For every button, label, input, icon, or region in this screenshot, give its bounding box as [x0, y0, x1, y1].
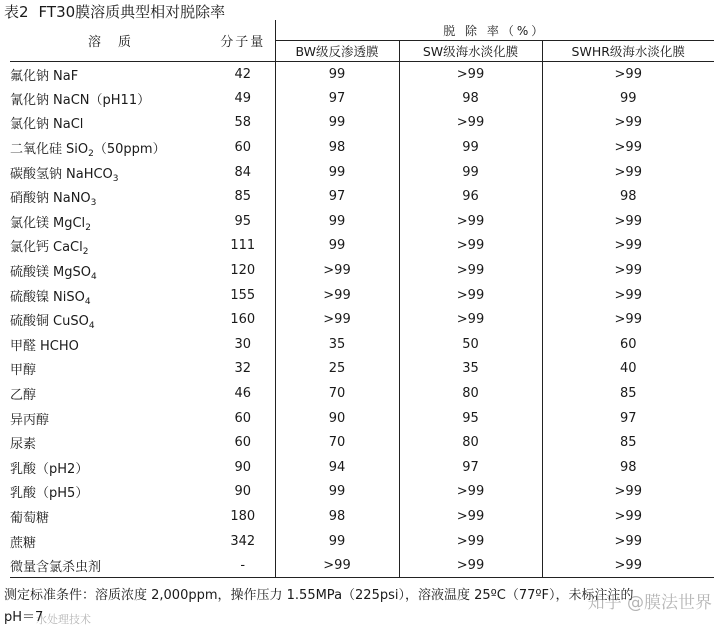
swhr-rejection-cell: >99 — [542, 160, 714, 185]
test-conditions-line-1: 测定标准条件：溶质浓度 2,000ppm，操作压力 1.55MPa（225psi），溶液温度 25ºC（77ºF），未标注注的 — [4, 588, 634, 603]
swhr-rejection-cell: >99 — [542, 529, 714, 554]
solute-name: 硫酸铜 — [10, 314, 50, 330]
bw-rejection-cell: 98 — [275, 135, 399, 160]
sw-rejection-cell: 80 — [399, 381, 542, 406]
solute-condition: （pH11） — [89, 92, 151, 108]
table-row — [10, 111, 714, 136]
table-row — [10, 455, 714, 480]
solute-name: 氟化钠 — [10, 68, 50, 84]
bw-rejection-cell: 99 — [275, 234, 399, 259]
sw-rejection-cell: >99 — [399, 529, 542, 554]
solute-name: 甲醇 — [10, 363, 37, 379]
molecular-weight-cell: 58 — [234, 115, 252, 131]
table-row — [10, 430, 714, 455]
swhr-rejection-cell: >99 — [542, 553, 714, 578]
bw-rejection-cell: 97 — [275, 86, 399, 111]
solute-name: 乳酸 — [10, 461, 37, 477]
molecular-weight-cell: 90 — [234, 459, 252, 475]
molecular-weight-cell: 155 — [230, 287, 256, 303]
solute-name: 乙醇 — [10, 388, 37, 404]
solute-formula: MgSO$_4$ — [53, 265, 97, 283]
solute-cell — [10, 332, 211, 357]
swhr-rejection-cell: >99 — [542, 307, 714, 332]
solute-formula: CuSO$_4$ — [53, 314, 95, 332]
solute-name: 硝酸钠 — [10, 191, 50, 207]
solute-cell — [10, 307, 211, 332]
sw-rejection-cell: 50 — [399, 332, 542, 357]
molecular-weight-cell: 342 — [230, 533, 256, 549]
solute-cell — [10, 86, 211, 111]
table-row — [10, 258, 714, 283]
solute-formula: NaF — [53, 68, 79, 84]
solute-name: 氯化钠 — [10, 117, 50, 133]
table-row — [10, 234, 714, 259]
table-row — [10, 332, 714, 357]
molecular-weight-cell: - — [211, 553, 275, 578]
bw-rejection-cell: 99 — [275, 529, 399, 554]
solute-condition: （50ppm） — [93, 142, 166, 158]
sw-rejection-cell: 98 — [399, 86, 542, 111]
solute-formula: NaCN — [53, 92, 90, 108]
watermark: 知乎 @膜法世界 — [587, 593, 712, 613]
table-row — [10, 160, 714, 185]
table-caption — [4, 2, 225, 22]
swhr-rejection-cell: >99 — [542, 480, 714, 505]
solute-cell — [10, 480, 211, 505]
header-molecular-weight: 分子量 — [220, 35, 266, 50]
table-row — [10, 406, 714, 431]
swhr-rejection-cell: >99 — [542, 209, 714, 234]
table-row — [10, 307, 714, 332]
bw-rejection-cell: 98 — [275, 504, 399, 529]
sw-rejection-cell: >99 — [399, 307, 542, 332]
table-row — [10, 135, 714, 160]
table-number: 表2 — [4, 3, 29, 21]
table-row — [10, 86, 714, 111]
sw-rejection-cell: 80 — [399, 430, 542, 455]
bw-rejection-cell: 90 — [275, 406, 399, 431]
molecular-weight-cell: 111 — [230, 238, 256, 254]
solute-name: 氯化钙 — [10, 240, 50, 256]
solute-formula: NaHCO$_3$ — [66, 166, 119, 184]
bw-rejection-cell: 70 — [275, 381, 399, 406]
solute-cell — [10, 258, 211, 283]
molecular-weight-cell: 180 — [230, 508, 256, 524]
swhr-rejection-cell: 85 — [542, 381, 714, 406]
solute-name: 异丙醇 — [10, 412, 50, 428]
solute-formula: SiO$_2$ — [66, 142, 94, 160]
solute-cell — [10, 209, 211, 234]
sw-rejection-cell: 99 — [399, 160, 542, 185]
bw-rejection-cell: 97 — [275, 184, 399, 209]
sw-rejection-cell: 35 — [399, 357, 542, 382]
sw-rejection-cell: 95 — [399, 406, 542, 431]
sw-rejection-cell: >99 — [399, 234, 542, 259]
solute-cell — [10, 111, 211, 136]
solute-formula: NaNO$_3$ — [53, 191, 97, 209]
solute-cell — [10, 160, 211, 185]
bw-rejection-cell: >99 — [275, 553, 399, 578]
molecular-weight-cell: 60 — [234, 435, 252, 451]
molecular-weight-cell: 49 — [234, 90, 252, 106]
bw-rejection-cell: >99 — [275, 258, 399, 283]
molecular-weight-cell: 60 — [234, 410, 252, 426]
solute-formula: NaCl — [53, 117, 84, 133]
sw-rejection-cell: 97 — [399, 455, 542, 480]
swhr-rejection-cell: >99 — [542, 135, 714, 160]
solute-cell — [10, 430, 211, 455]
swhr-rejection-cell: >99 — [542, 283, 714, 308]
bw-rejection-cell: 99 — [275, 160, 399, 185]
table-row — [10, 480, 714, 505]
solute-condition: （pH5） — [36, 486, 89, 502]
solute-formula: MgCl$_2$ — [53, 215, 91, 233]
sw-rejection-cell: >99 — [399, 62, 542, 87]
sw-rejection-cell: >99 — [399, 504, 542, 529]
sw-rejection-cell: >99 — [399, 480, 542, 505]
solute-name: 乳酸 — [10, 486, 37, 502]
solute-name: 尿素 — [10, 437, 37, 453]
solute-condition: （pH2） — [36, 461, 89, 477]
solute-name: 微量含氯杀虫剂 — [10, 559, 102, 575]
table-row — [10, 553, 714, 578]
solute-cell — [10, 529, 211, 554]
molecular-weight-cell: 85 — [234, 189, 252, 205]
swhr-rejection-cell: >99 — [542, 258, 714, 283]
solute-cell — [10, 455, 211, 480]
molecular-weight-cell: 30 — [234, 336, 252, 352]
header-rejection-rate: 脱 除 率（%） — [275, 20, 714, 41]
swhr-rejection-cell: >99 — [542, 504, 714, 529]
header-swhr-membrane: SWHR级海水淡化膜 — [542, 41, 714, 62]
table-row — [10, 209, 714, 234]
swhr-rejection-cell: >99 — [542, 234, 714, 259]
molecular-weight-cell: 46 — [234, 386, 252, 402]
swhr-rejection-cell: 40 — [542, 357, 714, 382]
solute-name: 蔗糖 — [10, 535, 37, 551]
bw-rejection-cell: 70 — [275, 430, 399, 455]
bw-rejection-cell: 25 — [275, 357, 399, 382]
bw-rejection-cell: 99 — [275, 209, 399, 234]
table-title: FT30膜溶质典型相对脱除率 — [38, 3, 226, 21]
solute-formula: NiSO$_4$ — [53, 289, 91, 307]
sw-rejection-cell: >99 — [399, 209, 542, 234]
table-row — [10, 504, 714, 529]
table-row — [10, 62, 714, 87]
swhr-rejection-cell: 85 — [542, 430, 714, 455]
bw-rejection-cell: >99 — [275, 283, 399, 308]
solute-cell — [10, 62, 211, 87]
sw-rejection-cell: >99 — [399, 111, 542, 136]
rejection-table — [10, 20, 714, 578]
solute-cell — [10, 406, 211, 431]
swhr-rejection-cell: 98 — [542, 455, 714, 480]
test-conditions-line-2: pH＝7 — [4, 610, 44, 625]
bw-rejection-cell: 94 — [275, 455, 399, 480]
bw-rejection-cell: 99 — [275, 480, 399, 505]
swhr-rejection-cell: 60 — [542, 332, 714, 357]
molecular-weight-cell: 84 — [234, 164, 252, 180]
solute-cell — [10, 357, 211, 382]
bw-rejection-cell: 99 — [275, 111, 399, 136]
sw-rejection-cell: 96 — [399, 184, 542, 209]
table-row — [10, 381, 714, 406]
header-bw-membrane: BW级反渗透膜 — [275, 41, 399, 62]
solute-name: 氰化钠 — [10, 92, 50, 108]
solute-name: 碳酸氢钠 — [10, 166, 63, 182]
molecular-weight-cell: 42 — [211, 62, 275, 87]
header-sw-membrane: SW级海水淡化膜 — [399, 41, 542, 62]
swhr-rejection-cell: >99 — [542, 111, 714, 136]
solute-name: 甲醛 — [10, 338, 37, 354]
swhr-rejection-cell: 97 — [542, 406, 714, 431]
table-row — [10, 529, 714, 554]
molecular-weight-cell: 120 — [230, 263, 256, 279]
swhr-rejection-cell: >99 — [542, 62, 714, 87]
solute-name: 硫酸镍 — [10, 289, 50, 305]
molecular-weight-cell: 90 — [234, 484, 252, 500]
header-solute: 溶 质 — [87, 35, 133, 50]
solute-cell — [10, 184, 211, 209]
bw-rejection-cell: 35 — [275, 332, 399, 357]
solute-name: 氯化镁 — [10, 215, 50, 231]
solute-cell — [10, 135, 211, 160]
molecular-weight-cell: 32 — [234, 361, 252, 377]
solute-formula: HCHO — [40, 338, 79, 354]
solute-cell — [10, 504, 211, 529]
table-row — [10, 357, 714, 382]
solute-cell — [10, 283, 211, 308]
solute-name: 二氧化硅 — [10, 142, 63, 158]
sw-rejection-cell: >99 — [399, 283, 542, 308]
swhr-rejection-cell: 99 — [542, 86, 714, 111]
solute-cell — [10, 234, 211, 259]
watermark-secondary: 水处理技术 — [36, 613, 91, 626]
table-row — [10, 184, 714, 209]
molecular-weight-cell: 95 — [234, 213, 252, 229]
solute-name: 葡萄糖 — [10, 510, 50, 526]
sw-rejection-cell: 99 — [399, 135, 542, 160]
molecular-weight-cell: 160 — [230, 312, 256, 328]
solute-cell — [10, 381, 211, 406]
sw-rejection-cell: >99 — [399, 553, 542, 578]
swhr-rejection-cell: 98 — [542, 184, 714, 209]
bw-rejection-cell: 99 — [275, 62, 399, 87]
solute-formula: CaCl$_2$ — [53, 240, 89, 258]
molecular-weight-cell: 60 — [234, 140, 252, 156]
bw-rejection-cell: >99 — [275, 307, 399, 332]
sw-rejection-cell: >99 — [399, 258, 542, 283]
solute-cell — [10, 553, 211, 578]
solute-name: 硫酸镁 — [10, 265, 50, 281]
table-row — [10, 283, 714, 308]
